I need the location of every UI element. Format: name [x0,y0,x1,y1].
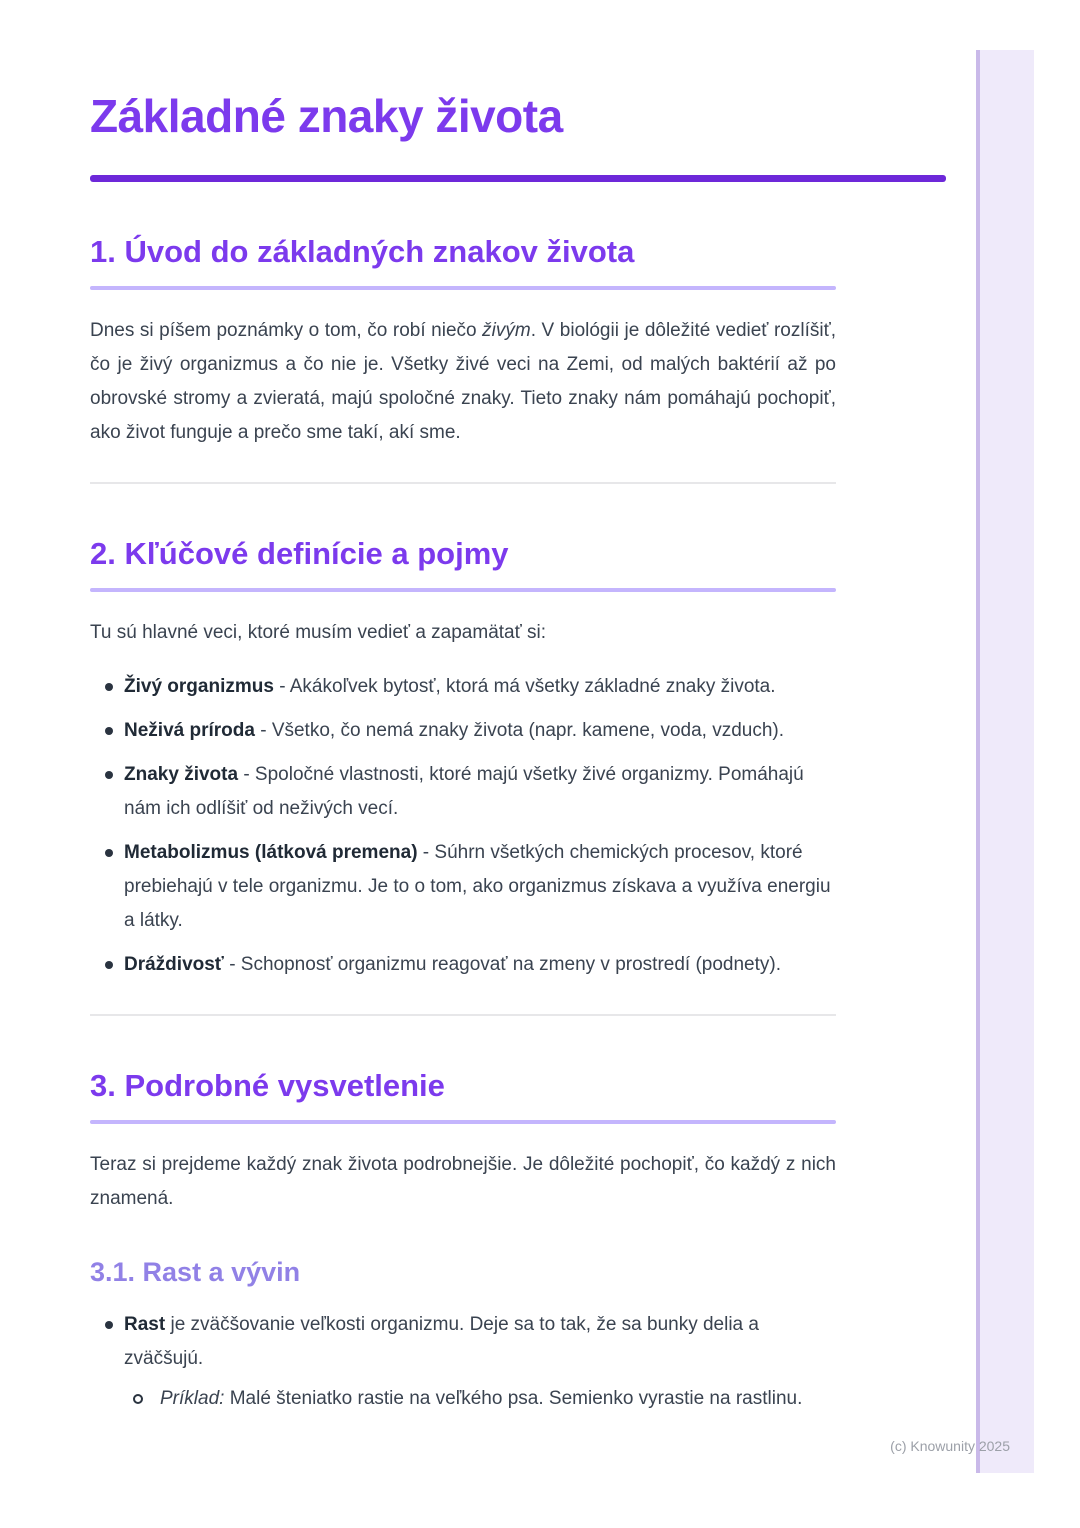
section-intro [90,234,836,450]
subsection-3-1-heading: 3.1. Rast a vývin [90,1257,301,1287]
page-title: Základné znaky života [90,90,563,142]
definition-text: - Schopnosť organizmu reagovať na zmeny v prostredí (podnety). [223,954,782,975]
example-label: Príklad: [160,1388,225,1409]
section-definitions [90,536,836,982]
example-list [124,1382,836,1416]
section-2-heading: 2. Kľúčové definície a pojmy [90,536,509,571]
definition-item [90,836,836,938]
definition-item [90,714,836,748]
definition-text: - Spoločné vlastnosti, ktoré majú všetky živé organizmy. Pomáhajú nám ich odlíšiť od neživých vecí. [124,764,804,819]
growth-list [90,1308,836,1416]
definition-text: - Akákoľvek bytosť, ktorá má všetky základné znaky života. [273,676,776,697]
definition-text: - Všetko, čo nemá znaky života (napr. kamene, voda, vzduch). [254,720,785,741]
example-item [124,1382,836,1416]
definition-term: Dráždivosť [124,954,224,975]
page-content [90,0,836,1426]
bullet-dot-icon [105,961,113,969]
bullet-dot-icon [105,727,113,735]
definition-item [90,670,836,704]
definitions-list [90,670,836,982]
definition-item [90,758,836,826]
definition-item [90,948,836,982]
definition-term: Metabolizmus (látková premena) [124,842,418,863]
paragraph-text: Dnes si píšem poznámky o tom, čo robí niečo [90,320,483,341]
section-2-intro: Tu sú hlavné veci, ktoré musím vedieť a zapamätať si: [90,622,547,643]
definition-term: Neživá príroda [124,720,255,741]
section-2-heading-underline [90,588,836,592]
section-1-heading: 1. Úvod do základných znakov života [90,234,635,269]
decorative-side-stripe [976,50,1034,1473]
example-text: Malé šteniatko rastie na veľkého psa. Semienko vyrastie na rastlinu. [224,1388,803,1409]
section-divider [90,1014,836,1016]
bullet-dot-icon [105,849,113,857]
title-rule [90,175,946,182]
bullet-dot-icon [105,1321,113,1329]
paragraph-text: . V biológii je dôležité vedieť rozlíšiť, čo je živý organizmus a čo nie je. Všetky živé veci na Zemi, od malých baktérií až po obrovské stromy a zvieratá, majú spoločné znaky. Tieto znaky nám pomáhajú pochopiť, ako život funguje a prečo sme takí, akí sme. [90,320,836,443]
bullet-dot-icon [105,683,113,691]
definition-term: Znaky života [124,764,239,785]
section-3-paragraph: Teraz si prejdeme každý znak života podrobnejšie. Je dôležité pochopiť, čo každý z nich znamená. [90,1154,836,1209]
bullet-dot-icon [105,771,113,779]
definition-text: - Súhrn všetkých chemických procesov, ktoré prebiehajú v tele organizmu. Je to o tom, ako organizmus získava a využíva energiu a látky. [124,842,831,931]
section-1-paragraph [90,314,836,450]
section-3-heading-underline [90,1120,836,1124]
definition-term: Živý organizmus [124,676,274,697]
footer-copyright: (c) Knowunity 2025 [890,1438,1010,1454]
section-details [90,1068,836,1416]
growth-item [90,1308,836,1416]
bullet-circle-icon [133,1394,143,1404]
growth-text: je zväčšovanie veľkosti organizmu. Deje sa to tak, že sa bunky delia a zväčšujú. [124,1314,759,1369]
section-3-heading: 3. Podrobné vysvetlenie [90,1068,445,1103]
section-divider [90,482,836,484]
growth-term: Rast [124,1314,166,1335]
section-1-heading-underline [90,286,836,290]
italic-word: živým [482,320,531,341]
